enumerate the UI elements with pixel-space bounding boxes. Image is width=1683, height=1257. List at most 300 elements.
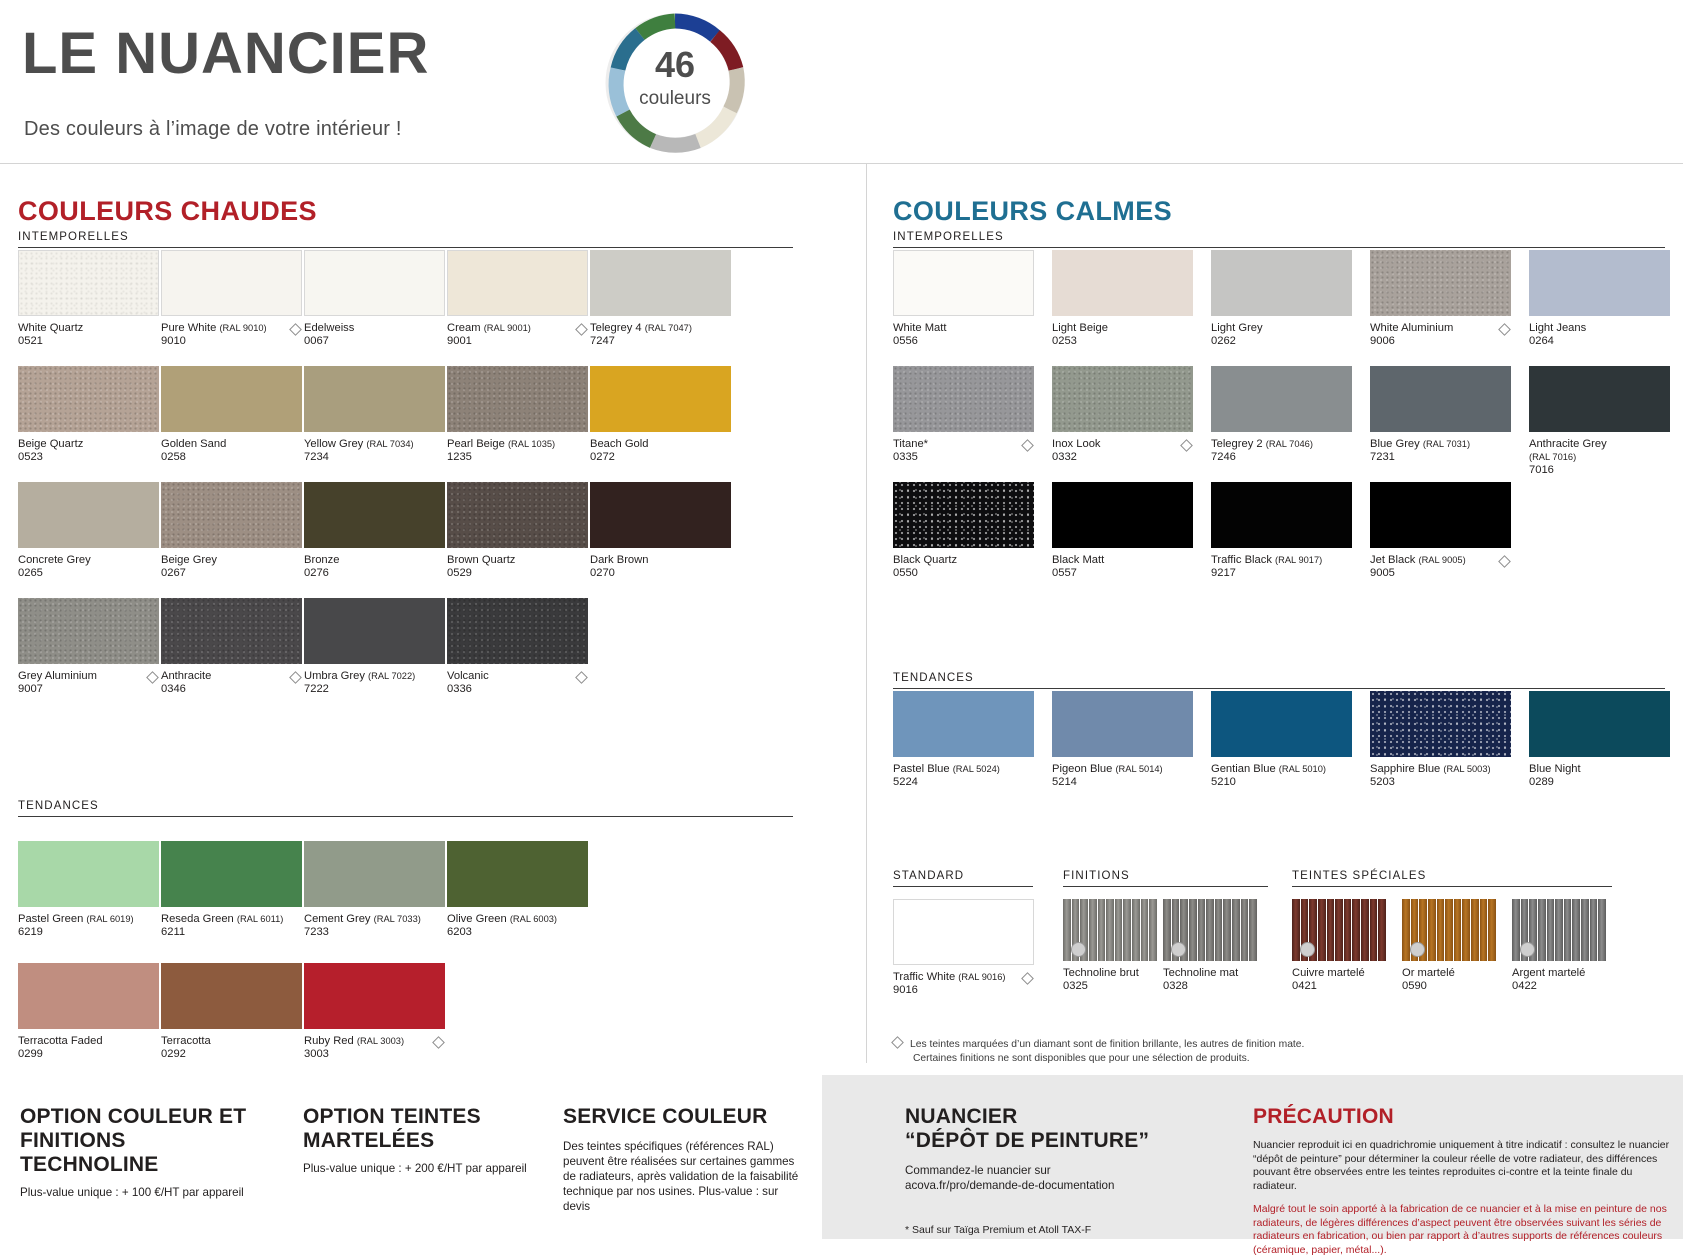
swatch-ral: (RAL 5003) xyxy=(1443,764,1491,774)
color-swatch[interactable] xyxy=(893,691,1034,789)
swatch-name: Pastel Blue xyxy=(893,763,950,775)
swatch-name: Terracotta Faded xyxy=(18,1035,103,1047)
diamond-icon xyxy=(1021,972,1034,985)
swatch-name: Olive Green xyxy=(447,913,507,925)
color-swatch[interactable] xyxy=(18,963,159,1061)
section-title-warm: COULEURS CHAUDES xyxy=(18,196,317,226)
swatch-ral: (RAL 7031) xyxy=(1422,439,1471,449)
color-swatch[interactable] xyxy=(1052,691,1193,789)
group-warm-trends xyxy=(18,800,793,817)
swatch-code: 3003 xyxy=(304,1048,329,1060)
swatch-label xyxy=(1211,554,1352,567)
radiator-fin xyxy=(1564,899,1572,961)
swatch-chip[interactable] xyxy=(1370,482,1511,548)
radiator-fin xyxy=(1437,899,1445,961)
swatch-code: 0346 xyxy=(161,683,186,695)
swatch-ral: (RAL 6019) xyxy=(86,914,134,924)
swatch-label xyxy=(590,438,731,451)
swatch-label xyxy=(304,322,445,335)
color-swatch[interactable] xyxy=(304,482,445,580)
color-swatch[interactable] xyxy=(590,250,731,348)
service-title: SERVICE COULEUR xyxy=(563,1105,768,1128)
page-title: LE NUANCIER xyxy=(22,21,430,86)
swatch-code: 0421 xyxy=(1292,980,1317,992)
swatch-chip[interactable] xyxy=(18,366,159,432)
swatch-chip[interactable] xyxy=(1370,691,1511,757)
radiator-fin xyxy=(1590,899,1598,961)
radiator-fin xyxy=(1123,899,1131,961)
color-swatch[interactable] xyxy=(1370,691,1511,789)
swatch-chip[interactable] xyxy=(1052,691,1193,757)
swatch-code: 6203 xyxy=(447,926,472,938)
swatch-name: Light Beige xyxy=(1052,322,1108,334)
swatch-label xyxy=(304,913,445,926)
color-swatch[interactable] xyxy=(18,366,159,464)
radiator-fin xyxy=(1555,899,1563,961)
swatch-code: 7016 xyxy=(1529,464,1554,476)
swatch-label xyxy=(590,554,731,567)
swatch-chip[interactable] xyxy=(1529,366,1670,432)
swatch-code: 7222 xyxy=(304,683,329,695)
swatch-chip[interactable] xyxy=(1529,691,1670,757)
swatch-label xyxy=(1052,438,1193,451)
swatch-chip[interactable] xyxy=(161,366,302,432)
swatch-code: 0264 xyxy=(1529,335,1554,347)
group-calm-trends xyxy=(893,672,1665,689)
swatch-label xyxy=(447,670,588,683)
radiator-fin xyxy=(1098,899,1106,961)
swatch-name: Telegrey 2 xyxy=(1211,438,1263,450)
swatch-name: Inox Look xyxy=(1052,438,1101,450)
group-finitions xyxy=(1063,870,1268,887)
radiator-fin xyxy=(1488,899,1496,961)
swatch-code: 0332 xyxy=(1052,451,1077,463)
color-swatch[interactable] xyxy=(304,598,445,696)
swatch-chip[interactable] xyxy=(161,963,302,1029)
swatch-chip[interactable] xyxy=(590,366,731,432)
group-label: TENDANCES xyxy=(893,672,974,684)
swatch-name: Black Quartz xyxy=(893,554,958,566)
color-swatch[interactable] xyxy=(161,250,302,348)
diamond-icon xyxy=(432,1036,445,1049)
swatch-name: Light Jeans xyxy=(1529,322,1587,334)
swatch-chip[interactable] xyxy=(893,250,1034,316)
radiator-fin xyxy=(1454,899,1462,961)
note-line-2: Certaines finitions ne sont disponibles que pour une sélection de produits. xyxy=(913,1053,1250,1064)
swatch-label xyxy=(161,438,302,451)
swatch-code: 5210 xyxy=(1211,776,1236,788)
color-swatch[interactable] xyxy=(1529,366,1670,477)
color-swatch[interactable] xyxy=(590,366,731,464)
swatch-chip[interactable] xyxy=(590,250,731,316)
radiator-fin xyxy=(1089,899,1097,961)
radiator-fin xyxy=(1292,899,1300,961)
swatch-label xyxy=(447,554,588,567)
swatch-chip[interactable] xyxy=(893,366,1034,432)
swatch-code: 7233 xyxy=(304,926,329,938)
color-swatch[interactable] xyxy=(161,841,302,939)
color-swatch[interactable] xyxy=(893,250,1034,348)
radiator-fin xyxy=(1198,899,1206,961)
swatch-chip[interactable] xyxy=(1370,250,1511,316)
swatch-label xyxy=(893,554,1034,567)
swatch-label xyxy=(1402,967,1497,980)
swatch-label xyxy=(447,322,588,335)
swatch-chip[interactable] xyxy=(304,841,445,907)
radiator-fin xyxy=(1115,899,1123,961)
swatch-chip[interactable] xyxy=(590,482,731,548)
group-rule xyxy=(18,816,793,817)
swatch-chip[interactable] xyxy=(1211,250,1352,316)
radiator-fin xyxy=(1232,899,1240,961)
swatch-name: Umbra Grey xyxy=(304,670,365,682)
color-swatch[interactable] xyxy=(447,482,588,580)
swatch-chip[interactable] xyxy=(447,250,588,316)
page-header xyxy=(0,0,1683,165)
radiator-fin xyxy=(1327,899,1335,961)
column-divider xyxy=(866,163,867,1063)
swatch-chip[interactable] xyxy=(161,482,302,548)
swatch-name: Pearl Beige xyxy=(447,438,505,450)
swatch-name: White Quartz xyxy=(18,322,84,334)
swatch-label xyxy=(1052,763,1193,776)
color-swatch[interactable] xyxy=(18,250,159,348)
header-divider xyxy=(0,163,1683,164)
color-swatch[interactable] xyxy=(1052,250,1193,348)
color-swatch[interactable] xyxy=(1211,691,1352,789)
diamond-icon xyxy=(289,323,302,336)
swatch-ral: (RAL 7034) xyxy=(366,439,414,449)
radiator-fin xyxy=(1063,899,1071,961)
swatch-code: 9010 xyxy=(161,335,186,347)
swatch-chip[interactable] xyxy=(18,598,159,664)
radiator-fin xyxy=(1378,899,1386,961)
swatch-name: Concrete Grey xyxy=(18,554,91,566)
group-rule xyxy=(18,247,793,248)
swatch-chip[interactable] xyxy=(161,250,302,316)
swatch-label xyxy=(304,554,445,567)
swatch-label xyxy=(590,322,731,335)
swatch-chip[interactable] xyxy=(447,841,588,907)
color-swatch[interactable] xyxy=(1211,366,1352,464)
color-swatch[interactable] xyxy=(304,366,445,464)
swatch-code: 0253 xyxy=(1052,335,1077,347)
diamond-icon xyxy=(1498,323,1511,336)
swatch-ral: (RAL 3003) xyxy=(356,1036,405,1046)
swatch-chip[interactable] xyxy=(1529,250,1670,316)
color-swatch[interactable] xyxy=(1052,482,1193,580)
radiator-fin xyxy=(1512,899,1520,961)
swatch-code: 0289 xyxy=(1529,776,1554,788)
color-swatch[interactable] xyxy=(893,366,1034,464)
diamond-icon xyxy=(1180,439,1193,452)
color-swatch[interactable] xyxy=(1370,366,1511,464)
swatch-chip[interactable] xyxy=(304,482,445,548)
swatch-chip[interactable] xyxy=(18,963,159,1029)
swatch-label xyxy=(1529,438,1670,464)
precaution-text-1: Nuancier reproduit ici en quadrichromie uniquement à titre indicatif : consultez le nuancier “dépôt de peinture” pour déterminer la couleur réelle de votre radiateur, des différences pouvant être observées entre les teintes reproduites ci-contre et la teinte finale du radiateur. xyxy=(1253,1139,1670,1192)
swatch-ral: (RAL 9005) xyxy=(1418,555,1466,565)
swatch-label xyxy=(18,913,159,926)
swatch-chip[interactable] xyxy=(447,482,588,548)
color-swatch[interactable] xyxy=(304,841,445,939)
radiator-fin xyxy=(1241,899,1249,961)
swatch-name: Pigeon Blue xyxy=(1052,763,1113,775)
swatch-ral: (RAL 5010) xyxy=(1278,764,1326,774)
swatch-label xyxy=(1063,967,1158,980)
swatch-name: Or martelé xyxy=(1402,967,1455,979)
color-swatch[interactable] xyxy=(18,598,159,696)
radiator-valve-icon xyxy=(1410,942,1425,957)
swatch-code: 9007 xyxy=(18,683,43,695)
precaution-title: PRÉCAUTION xyxy=(1253,1105,1394,1128)
swatch-label xyxy=(18,438,159,451)
swatch-label xyxy=(304,438,445,451)
swatch-code: 0325 xyxy=(1063,980,1088,992)
swatch-chip[interactable] xyxy=(304,598,445,664)
swatch-name: Cuivre martelé xyxy=(1292,967,1365,979)
color-swatch[interactable] xyxy=(18,482,159,580)
standard-swatch[interactable] xyxy=(893,899,1034,997)
swatch-chip[interactable] xyxy=(1211,366,1352,432)
color-swatch[interactable] xyxy=(304,963,445,1061)
swatch-chip[interactable] xyxy=(18,250,159,316)
group-rule xyxy=(1292,886,1612,887)
radiator-fin xyxy=(1189,899,1197,961)
swatch-code: 0258 xyxy=(161,451,186,463)
radiator-fin xyxy=(1106,899,1114,961)
color-swatch[interactable] xyxy=(1211,482,1352,580)
swatch-label xyxy=(1211,438,1352,451)
swatch-code: 0265 xyxy=(18,567,43,579)
footer-service-couleur xyxy=(563,1105,803,1214)
swatch-label xyxy=(304,670,445,683)
color-swatch[interactable] xyxy=(1529,250,1670,348)
diamond-icon xyxy=(146,671,159,684)
swatch-name: Traffic Black xyxy=(1211,554,1272,566)
swatch-code: 0272 xyxy=(590,451,615,463)
swatch-chip[interactable] xyxy=(1052,366,1193,432)
option2-text: Plus-value unique : + 200 €/HT par appareil xyxy=(303,1162,527,1175)
swatch-label xyxy=(893,763,1034,776)
group-teintes-speciales xyxy=(1292,870,1612,887)
color-swatch[interactable] xyxy=(1370,250,1511,348)
swatch-label xyxy=(18,1035,159,1048)
finition-swatch[interactable] xyxy=(1063,899,1158,993)
swatch-name: Traffic White xyxy=(893,971,956,983)
swatch-chip[interactable] xyxy=(304,963,445,1029)
swatch-name: White Aluminium xyxy=(1370,322,1454,334)
swatch-name: Grey Aluminium xyxy=(18,670,97,682)
color-swatch[interactable] xyxy=(447,366,588,464)
swatch-name: Anthracite Grey xyxy=(1529,438,1607,450)
color-swatch[interactable] xyxy=(590,482,731,580)
radiator-fin xyxy=(1538,899,1546,961)
swatch-name: Gentian Blue xyxy=(1211,763,1276,775)
option1-text: Plus-value unique : + 100 €/HT par appareil xyxy=(20,1186,244,1199)
swatch-label xyxy=(1211,322,1352,335)
swatch-name: White Matt xyxy=(893,322,947,334)
radiator-fin xyxy=(1206,899,1214,961)
swatch-code: 5224 xyxy=(893,776,918,788)
color-swatch[interactable] xyxy=(161,482,302,580)
swatch-chip[interactable] xyxy=(893,691,1034,757)
radiator-fin xyxy=(1462,899,1470,961)
swatch-name: Beige Quartz xyxy=(18,438,84,450)
swatch-name: Technoline brut xyxy=(1063,967,1139,979)
radiator-valve-icon xyxy=(1520,942,1535,957)
radiator-fin xyxy=(1249,899,1257,961)
footer-precaution xyxy=(1253,1105,1673,1257)
swatch-code: 9001 xyxy=(447,335,472,347)
swatch-chip[interactable] xyxy=(893,899,1034,965)
swatch-name: Black Matt xyxy=(1052,554,1105,566)
swatch-name: Cement Grey xyxy=(304,913,371,925)
footer-option-technoline xyxy=(20,1105,270,1200)
swatch-label xyxy=(1370,322,1511,335)
swatch-ral: (RAL 9010) xyxy=(219,323,267,333)
swatch-ral: (RAL 7033) xyxy=(373,914,421,924)
swatch-name: Titane* xyxy=(893,438,929,450)
swatch-name: Terracotta xyxy=(161,1035,211,1047)
swatch-chip[interactable] xyxy=(161,841,302,907)
radiator-fin xyxy=(1335,899,1343,961)
swatch-code: 5214 xyxy=(1052,776,1077,788)
badge-number: 46 xyxy=(654,44,696,85)
radiator-fin xyxy=(1215,899,1223,961)
swatch-chip[interactable] xyxy=(1052,482,1193,548)
radiator-icon xyxy=(1163,899,1258,961)
radiator-fin xyxy=(1581,899,1589,961)
swatch-code: 9016 xyxy=(893,984,918,996)
swatch-label xyxy=(161,322,302,335)
swatch-chip[interactable] xyxy=(161,598,302,664)
swatch-ral: (RAL 5014) xyxy=(1115,764,1163,774)
swatch-ral: (RAL 7022) xyxy=(368,671,416,681)
color-swatch[interactable] xyxy=(161,366,302,464)
swatch-chip[interactable] xyxy=(447,598,588,664)
group-warm-timeless xyxy=(18,231,793,248)
swatch-ral: (RAL 9017) xyxy=(1275,555,1323,565)
color-swatch[interactable] xyxy=(161,963,302,1061)
swatch-label xyxy=(161,670,302,683)
radiator-fin xyxy=(1471,899,1479,961)
color-swatch[interactable] xyxy=(447,841,588,939)
diamond-icon xyxy=(575,323,588,336)
color-swatch[interactable] xyxy=(1052,366,1193,464)
radiator-fin xyxy=(1318,899,1326,961)
swatch-chip[interactable] xyxy=(893,482,1034,548)
option1-title-line2: FINITIONS TECHNOLINE xyxy=(20,1129,159,1176)
finish-notes xyxy=(893,1038,1613,1066)
radiator-fin xyxy=(1572,899,1580,961)
nuancier-title-line2: “DÉPÔT DE PEINTURE” xyxy=(905,1129,1150,1152)
swatch-ral: (RAL 9001) xyxy=(483,323,531,333)
color-swatch[interactable] xyxy=(1370,482,1511,580)
swatch-code: 7231 xyxy=(1370,451,1395,463)
swatch-name: Yellow Grey xyxy=(304,438,364,450)
swatch-chip[interactable] xyxy=(304,366,445,432)
swatch-code: 0550 xyxy=(893,567,918,579)
swatch-name: Beige Grey xyxy=(161,554,217,566)
swatch-chip[interactable] xyxy=(447,366,588,432)
group-standard xyxy=(893,870,1033,887)
color-swatch[interactable] xyxy=(18,841,159,939)
color-swatch[interactable] xyxy=(447,598,588,696)
swatch-code: 9217 xyxy=(1211,567,1236,579)
radiator-icon xyxy=(1512,899,1607,961)
color-swatch[interactable] xyxy=(304,250,445,348)
group-rule xyxy=(1063,886,1268,887)
badge-label: couleurs xyxy=(639,88,711,109)
swatch-label xyxy=(1292,967,1387,980)
swatch-ral: (RAL 7016) xyxy=(1529,452,1577,462)
color-swatch[interactable] xyxy=(161,598,302,696)
swatch-name: Cream xyxy=(447,322,481,334)
teinte-speciale-swatch[interactable] xyxy=(1402,899,1497,993)
swatch-code: 0529 xyxy=(447,567,472,579)
diamond-icon xyxy=(575,671,588,684)
swatch-ral: (RAL 6011) xyxy=(236,914,284,924)
swatch-code: 0267 xyxy=(161,567,186,579)
swatch-code: 0422 xyxy=(1512,980,1537,992)
swatch-chip[interactable] xyxy=(1052,250,1193,316)
swatch-name: Beach Gold xyxy=(590,438,649,450)
swatch-label xyxy=(304,1035,445,1048)
radiator-valve-icon xyxy=(1071,942,1086,957)
swatch-label xyxy=(447,438,588,451)
service-text: Des teintes spécifiques (références RAL) peuvent être réalisées sur certaines gammes de radiateurs, après validation de la faisabilité technique par nos usines. Plus-value : sur devis xyxy=(563,1140,799,1213)
radiator-fin xyxy=(1361,899,1369,961)
finition-swatch[interactable] xyxy=(1163,899,1258,993)
swatch-code: 7246 xyxy=(1211,451,1236,463)
radiator-fin xyxy=(1344,899,1352,961)
swatch-code: 0523 xyxy=(18,451,43,463)
swatch-chip[interactable] xyxy=(1370,366,1511,432)
swatch-label xyxy=(1163,967,1258,980)
option2-title-line2: MARTELÉES xyxy=(303,1129,435,1152)
swatch-code: 0557 xyxy=(1052,567,1077,579)
swatch-name: Brown Quartz xyxy=(447,554,516,566)
swatch-chip[interactable] xyxy=(18,482,159,548)
nuancier-link[interactable]: acova.fr/pro/demande-de-documentation xyxy=(905,1179,1115,1192)
swatch-chip[interactable] xyxy=(18,841,159,907)
swatch-chip[interactable] xyxy=(1211,691,1352,757)
swatch-code: 0270 xyxy=(590,567,615,579)
swatch-code: 9005 xyxy=(1370,567,1395,579)
swatch-code: 0556 xyxy=(893,335,918,347)
swatch-chip[interactable] xyxy=(304,250,445,316)
swatch-label xyxy=(161,554,302,567)
swatch-label xyxy=(1512,967,1607,980)
color-swatch[interactable] xyxy=(447,250,588,348)
page-subtitle: Des couleurs à l’image de votre intérieur ! xyxy=(24,118,402,140)
swatch-chip[interactable] xyxy=(1211,482,1352,548)
radiator-valve-icon xyxy=(1171,942,1186,957)
swatch-name: Dark Brown xyxy=(590,554,649,566)
swatch-name: Light Grey xyxy=(1211,322,1263,334)
swatch-label xyxy=(161,1035,302,1048)
color-swatch[interactable] xyxy=(1211,250,1352,348)
color-swatch[interactable] xyxy=(1529,691,1670,789)
radiator-fin xyxy=(1402,899,1410,961)
group-calm-timeless xyxy=(893,231,1665,248)
swatch-code: 7247 xyxy=(590,335,615,347)
teinte-speciale-swatch[interactable] xyxy=(1512,899,1607,993)
teinte-speciale-swatch[interactable] xyxy=(1292,899,1387,993)
swatch-label xyxy=(1529,322,1670,335)
color-swatch[interactable] xyxy=(893,482,1034,580)
